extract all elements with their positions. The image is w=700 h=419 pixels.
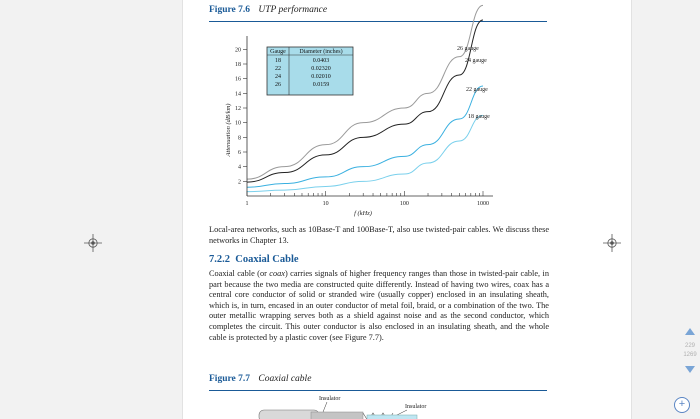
insulator-label-2: Insulator (405, 404, 427, 410)
cable-shield (311, 412, 363, 419)
x-tick-label: 1 (245, 201, 249, 207)
crosshair-icon (603, 234, 621, 252)
figure-7-7-title: Coaxial cable (258, 374, 312, 384)
insulator-label-1: Insulator (319, 396, 341, 402)
y-tick-label: 12 (235, 106, 241, 112)
series-annotation: 24 gauge (465, 58, 487, 64)
series-annotation: 22 gauge (466, 87, 488, 93)
series-line-22-gauge (247, 86, 483, 187)
page-up-icon[interactable] (685, 328, 695, 335)
document-page (182, 0, 632, 419)
legend-cell: 18 (275, 58, 281, 64)
legend-cell: 26 (275, 82, 281, 88)
x-tick-label: 100 (399, 201, 409, 207)
zoom-in-button[interactable]: + (674, 397, 690, 413)
x-axis-label: f (kHz) (354, 210, 372, 217)
y-tick-label: 2 (238, 179, 241, 186)
legend-header-diameter: Diameter (inches) (299, 49, 343, 55)
legend-header-gauge: Gauge (270, 49, 286, 55)
para-coax: coax (269, 269, 285, 278)
section-title: Coaxial Cable (235, 254, 299, 265)
legend-cell: 0.02320 (311, 66, 331, 72)
series-line-24-gauge (247, 20, 483, 182)
page-current: 229 (684, 343, 695, 349)
series-line-18-gauge (247, 115, 483, 191)
series-annotation: 18 gauge (468, 114, 490, 120)
y-tick-label: 8 (238, 135, 241, 142)
legend-cell: 24 (275, 74, 281, 80)
y-tick-label: 14 (235, 91, 241, 98)
insulator-leader-1 (323, 402, 327, 412)
figure-7-6-number: Figure 7.6 (209, 5, 250, 15)
cable-outer-jacket (259, 410, 319, 419)
legend-cell: 0.0403 (312, 58, 330, 64)
section-number: 7.2.2 (209, 254, 230, 265)
page-down-icon[interactable] (685, 366, 695, 373)
intro-paragraph: Local-area networks, such as 10Base-T and 100Base-T, also use twisted-pair cables. We discuss these networks in Chapter 13. (209, 225, 549, 245)
legend-cell: 0.02010 (311, 74, 331, 80)
y-tick-label: 6 (238, 150, 241, 156)
y-axis-label: Attenuation (dB/km) (225, 103, 232, 157)
y-tick-label: 18 (235, 62, 241, 68)
figure-7-6-title: UTP performance (258, 5, 328, 15)
para-start: Coaxial cable (or (209, 269, 270, 278)
figure-7-7-number: Figure 7.7 (209, 374, 250, 384)
y-tick-label: 4 (238, 164, 241, 171)
legend-cell: 22 (275, 66, 281, 72)
page-scroller (682, 328, 698, 390)
series-annotation: 26 gauge (457, 46, 479, 52)
y-tick-label: 16 (235, 76, 241, 83)
legend-cell: 0.0159 (312, 82, 330, 88)
x-tick-label: 1000 (477, 201, 489, 207)
figure-7-7-caption (209, 374, 547, 391)
cable-core-sheath (367, 415, 417, 419)
para-rest: ) carries signals of higher frequency ranges than those in twisted-pair cable, in part because the two media are constructed quite differently. Instead of having two wires, coax has a central core conductor of solid or stranded wire (usually copper) enclosed in an insulating sheath, which is, in turn, encased in an outer conductor of metal foil, braid, or a combination of the two. The outer metallic wrapping serves both as a shield against noise and as the second conductor, which completes the circuit. This outer conductor is also enclosed in an insulating sheath, and the whole cable is protected by a plastic cover (see Figure 7.7). (209, 269, 549, 342)
coaxial-cable-illustration (183, 390, 631, 419)
y-tick-label: 20 (235, 47, 241, 54)
section-heading (209, 254, 299, 265)
utp-performance-chart (183, 0, 631, 230)
y-axis-label-group (225, 104, 232, 158)
x-tick-label: 10 (322, 201, 329, 207)
page-total: 1269 (683, 352, 697, 358)
coaxial-paragraph (209, 269, 549, 343)
y-tick-label: 10 (235, 120, 241, 127)
crosshair-icon (84, 234, 102, 252)
